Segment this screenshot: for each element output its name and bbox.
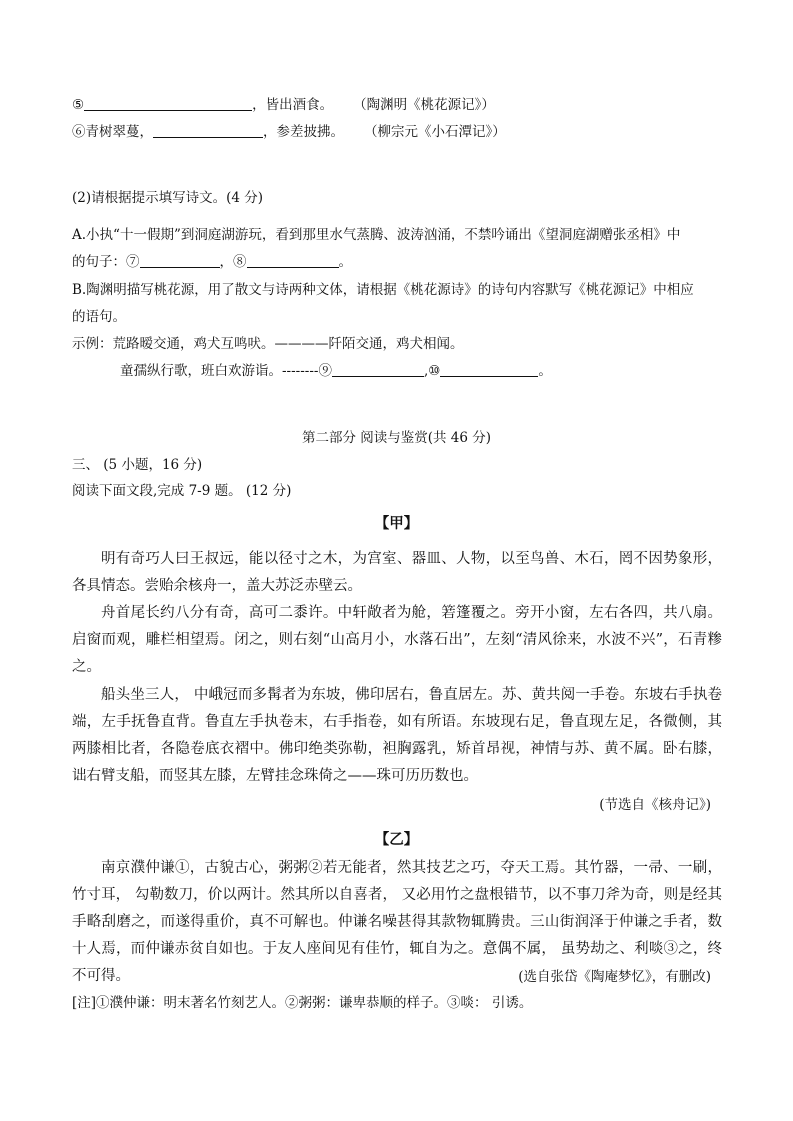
passage-yi-paragraph: 南京濮仲谦①，古貌古心，粥粥②若无能者，然其技艺之巧，夺天工焉。其竹器，一帚、一刷，竹寸耳， 勾勒数刀，价以两计。然其所以自喜者， 又必用竹之盘根错节，以不事刀斧为奇，则是经其手略刮磨之，而遂得重价，真不可解也。仲谦名噪甚得其款物辄腾贵。三山街润泽于仲谦之手者，数十人焉，而仲谦赤贫自如也。于友人座间见有佳竹，辄自为之。意偶不属， 虽势劫之、利啖③之，终不可得。 [72, 860, 722, 984]
question-a-line-1: A.小执“十一假期”到洞庭湖游玩，看到那里水气蒸腾、波涛汹涌，不禁吟诵出《望洞庭湖赠张丞相》中 [72, 227, 681, 243]
answer-blank-5[interactable] [84, 96, 252, 111]
question-a-end: 。 [338, 254, 352, 270]
question-b-line-2: 的语句。 [72, 309, 126, 325]
question-6-source: （柳宗元《小石潭记》） [364, 124, 506, 140]
example-line-2 [120, 361, 552, 381]
passage-jia-paragraph-2: 舟首尾长约八分有奇，高可二黍许。中轩敞者为舱，箬篷覆之。旁开小窗，左右各四，共八扇。启窗而观，雕栏相望焉。闭之，则右刻“山高月小，水落石出”，左刻“清风徐来，水波不兴”，石青糁之。 [72, 605, 722, 675]
passage-jia-paragraph-3: 船头坐三人， 中峨冠而多髯者为东坡，佛印居右，鲁直居左。苏、黄共阅一手卷。东坡右手执卷端，左手抚鲁直背。鲁直左手执卷末，右手指卷，如有所语。东坡现右足，鲁直现左足，各微侧，其两膝相比者，各隐卷底衣褶中。佛印绝类弥勒，袒胸露乳，矫首昂视，神情与苏、黄不属。卧右膝，诎右臂支船，而竖其左膝，左臂挂念珠倚之——珠可历历数也。 [72, 687, 722, 784]
passage-jia-paragraph-1: 明有奇巧人曰王叔远，能以径寸之木，为宫室、器皿、人物，以至鸟兽、木石，罔不因势象形，各具情态。尝贻余核舟一，盖大苏泛赤壁云。 [72, 551, 722, 594]
question-a-middle: ，⑧ [219, 254, 247, 270]
example-line-1: 示例：荒路暧交通，鸡犬互鸣吠。————阡陌交通，鸡犬相闻。 [72, 336, 464, 352]
question-5-number: ⑤ [72, 97, 85, 113]
question-5-text: ，皆出酒食。 [252, 97, 334, 113]
answer-blank-6[interactable] [153, 123, 263, 138]
passage-yi-source: (选自张岱《陶庵梦忆》，有删改) [518, 969, 711, 985]
reading-instruction: 阅读下面文段,完成 7-9 题。 (12 分) [72, 483, 292, 499]
question-6 [72, 122, 506, 142]
passage-jia-title: 【甲】 [374, 515, 419, 532]
answer-blank-9[interactable] [332, 362, 424, 377]
example-line-2-middle: ,⑩ [424, 363, 441, 379]
example-line-2-end: 。 [538, 363, 552, 379]
answer-blank-7[interactable] [140, 253, 220, 268]
section-3-title: 三、 (5 小题，16 分) [72, 457, 203, 473]
section-2-title: (2)请根据提示填写诗文。(4 分) [72, 190, 264, 206]
part-2-heading: 第二部分 阅读与鉴赏(共 46 分) [301, 430, 492, 446]
question-a-line-2 [72, 252, 352, 272]
example-line-2-prefix: 童孺纵行歌，班白欢游诣。--------⑨ [120, 363, 332, 379]
question-5 [72, 95, 495, 115]
answer-blank-8[interactable] [247, 253, 339, 268]
question-b-line-1: B.陶渊明描写桃花源，用了散文与诗两种文体，请根据《桃花源诗》的诗句内容默写《桃花源记》中相应 [72, 282, 694, 298]
question-6-text-after: ，参差披拂。 [263, 124, 344, 140]
question-a-prefix: 的句子：⑦ [72, 254, 140, 270]
annotation-note: [注]①濮仲谦：明末著名竹刻艺人。②粥粥：谦卑恭顺的样子。③啖： 引诱。 [72, 995, 533, 1011]
question-5-source: （陶渊明《桃花源记》） [353, 97, 495, 113]
answer-blank-10[interactable] [440, 362, 538, 377]
question-6-text-before: ⑥青树翠蔓， [72, 124, 153, 140]
passage-yi-title: 【乙】 [374, 831, 419, 848]
passage-jia-source: (节选自《核舟记》) [599, 797, 711, 813]
